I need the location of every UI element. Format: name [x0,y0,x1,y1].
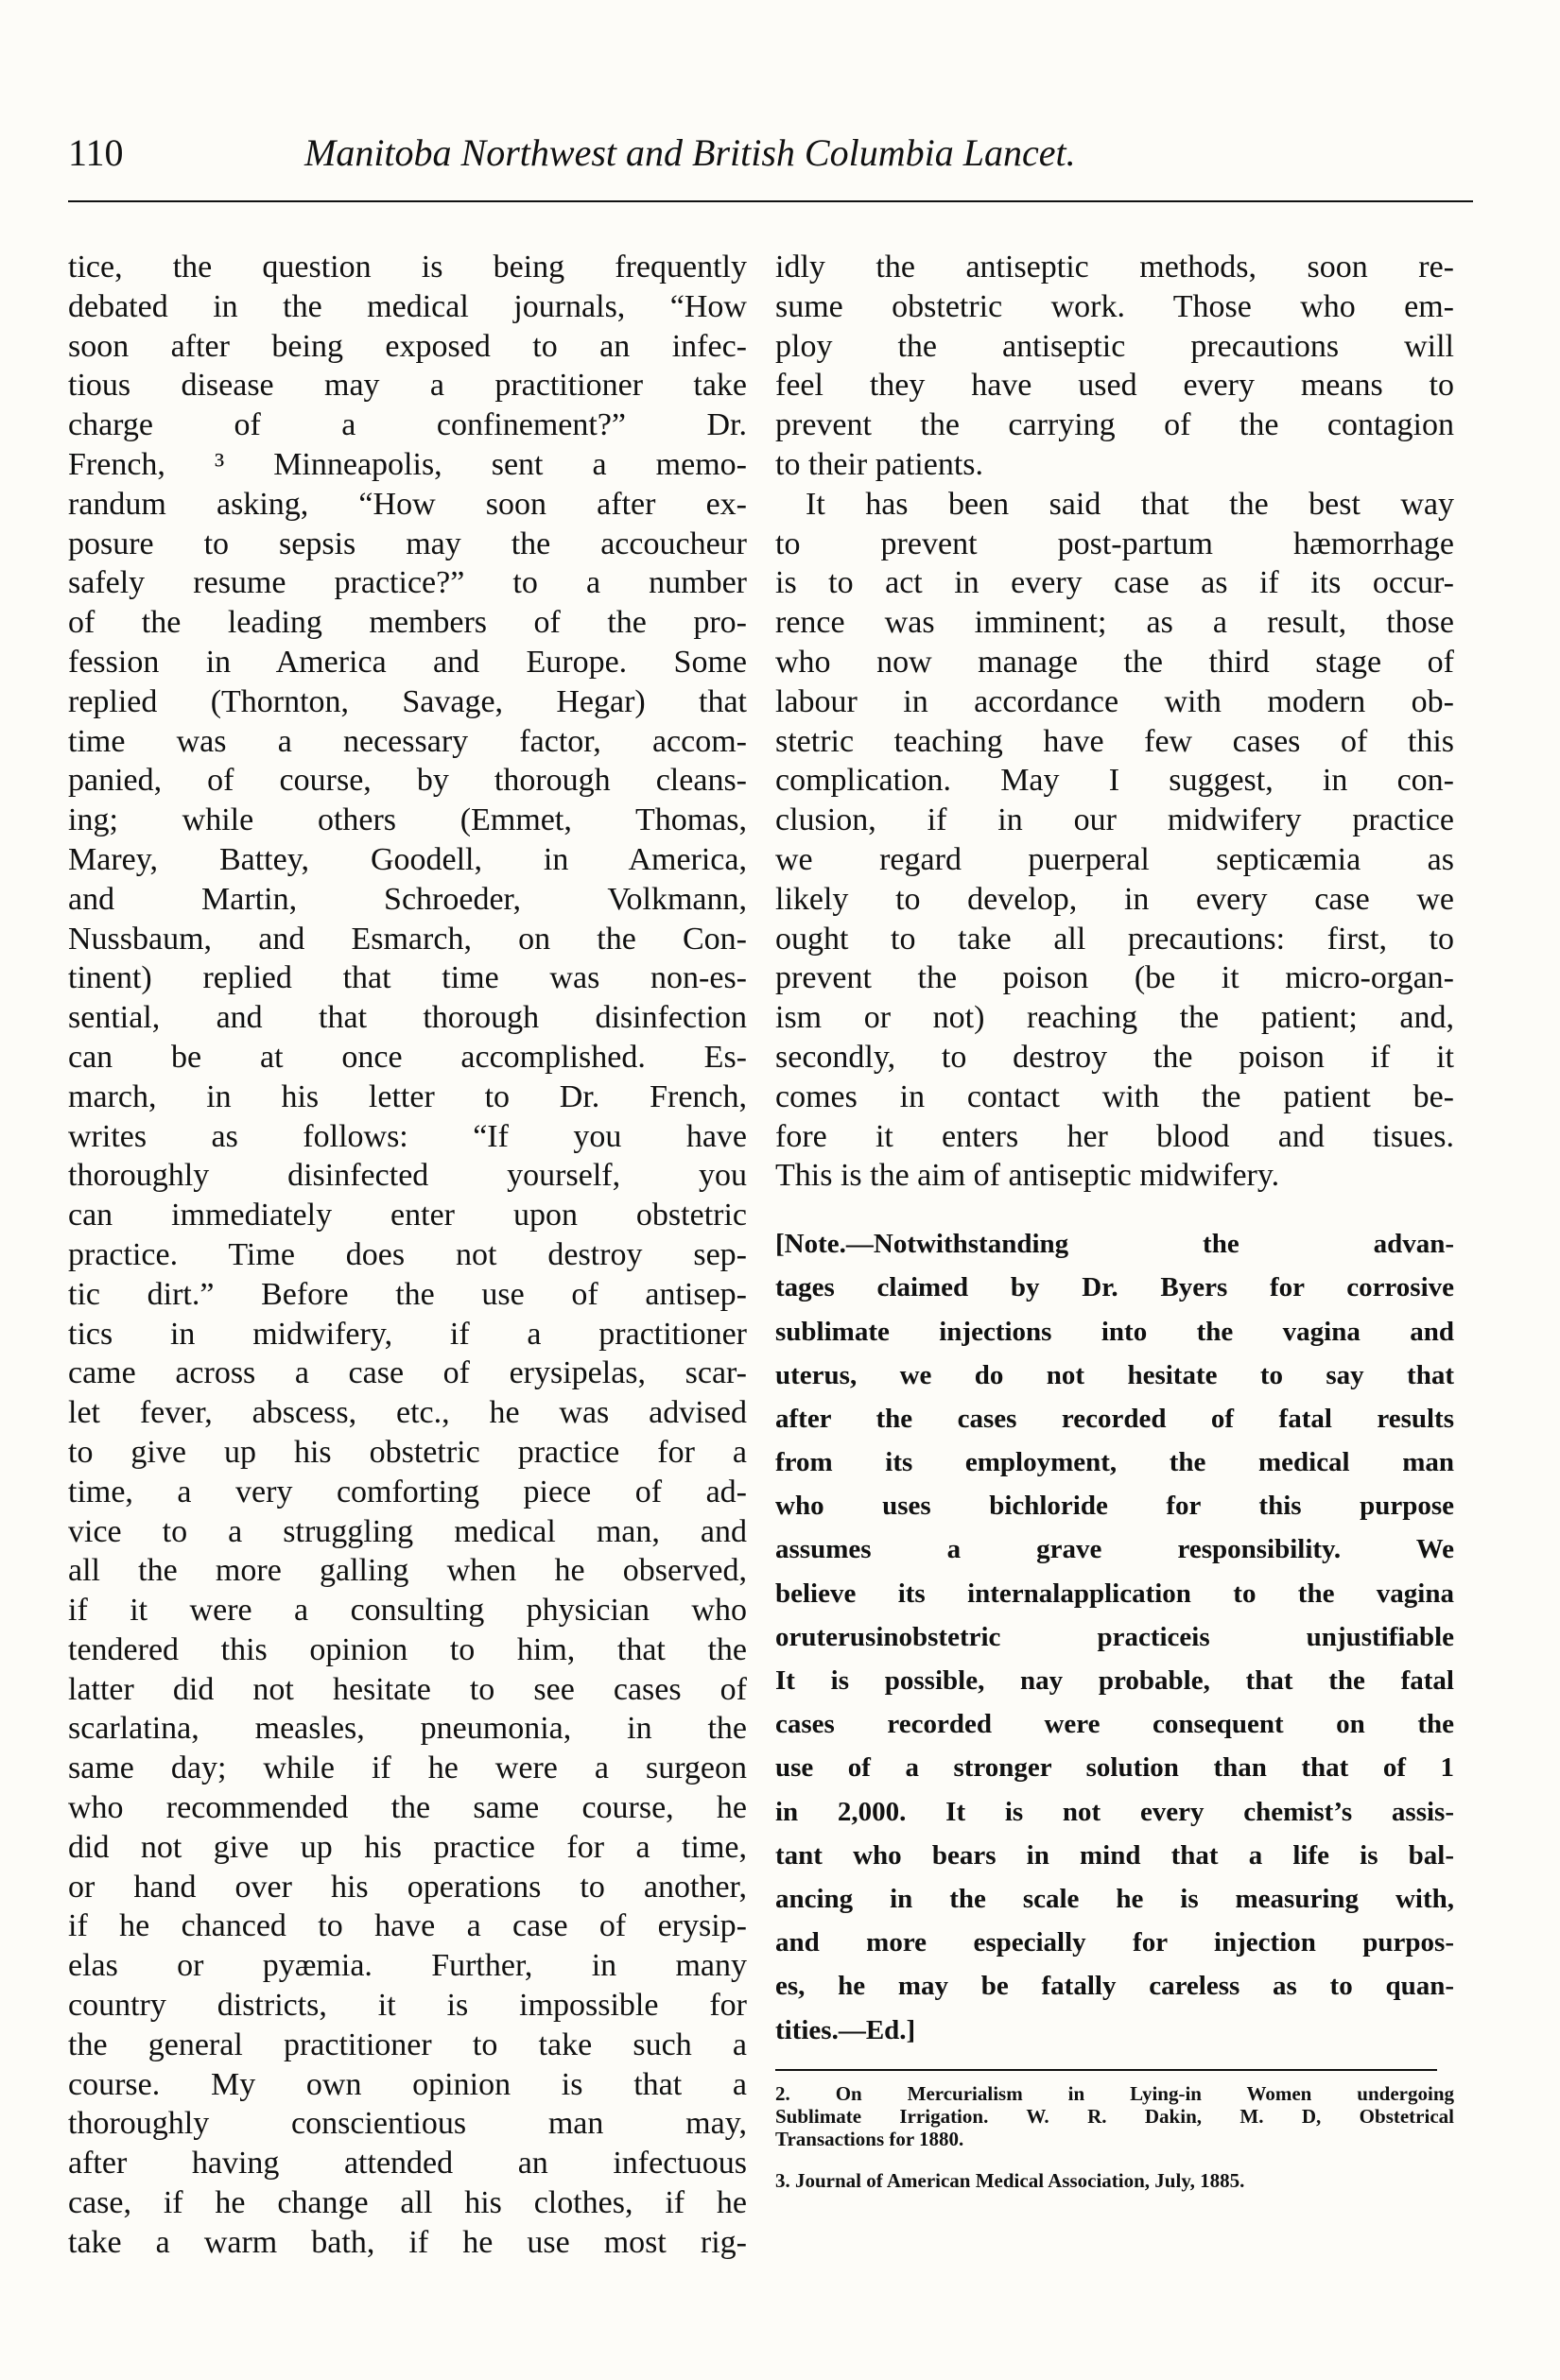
note-line: who uses bichloride for this purpose [775,1491,1454,1522]
text-line: can be at once accomplished. Es- [68,1039,747,1075]
note-line: after the cases recorded of fatal results [775,1403,1454,1434]
text-line: practice. Time does not destroy sep- [68,1236,747,1272]
note-line: uterus, we do not hesitate to say that [775,1359,1454,1390]
text-line: if it were a consulting physician who [68,1593,747,1629]
text-line: ploy the antiseptic precautions will [775,328,1454,364]
running-title: Manitoba Northwest and British Columbia Lancet. [304,131,1076,174]
text-line: after having attended an infectuous [68,2146,747,2182]
note-line: [Note.—Notwithstanding the advan- [775,1229,1454,1260]
text-line: who now manage the third stage of [775,644,1454,680]
text-line: and Martin, Schroeder, Volkmann, [68,881,747,917]
paragraph-continuation [775,248,1454,485]
text-line: did not give up his practice for a time, [68,1829,747,1865]
note-line: It is possible, nay probable, that the fatal [775,1665,1454,1696]
note-line: from its employment, the medical man [775,1447,1454,1478]
footnote-rule [775,2069,1437,2071]
text-line: is to act in every case as if its occur- [775,565,1454,601]
text-line: let fever, abscess, etc., he was advised [68,1395,747,1431]
text-line: panied, of course, by thorough cleans- [68,763,747,799]
text-line: posure to sepsis may the accoucheur [68,526,747,561]
footnote-line: Transactions for 1880. [775,2127,964,2150]
text-line: This is the aim of antiseptic midwifery. [775,1158,1280,1194]
text-line: prevent the carrying of the contagion [775,407,1454,443]
footnote-2 [775,2082,1454,2150]
text-line: came across a case of erysipelas, scar- [68,1355,747,1391]
text-line: to prevent post-partum hæmorrhage [775,526,1454,561]
text-line: prevent the poison (be it micro-organ- [775,960,1454,996]
text-line: ism or not) reaching the patient; and, [775,1000,1454,1036]
text-line: tinent) replied that time was non-es- [68,960,747,996]
note-line: and more especially for injection purpos- [775,1927,1454,1958]
editor-note [775,1222,1454,2052]
text-line: ing; while others (Emmet, Thomas, [68,802,747,838]
footnote-line: 3. Journal of American Medical Association, July, 1885. [775,2168,1245,2192]
note-line: tages claimed by Dr. Byers for corrosive [775,1272,1454,1303]
text-line: if he chanced to have a case of erysip- [68,1908,747,1944]
note-line: believe its internalapplication to the vagina [775,1578,1454,1609]
page-header [68,130,1473,178]
text-line: secondly, to destroy the poison if it [775,1039,1454,1075]
text-line: country districts, it is impossible for [68,1988,747,2024]
text-line: soon after being exposed to an infec- [68,328,747,364]
text-line: sential, and that thorough disinfection [68,1000,747,1036]
footnote-line: 2. On Mercurialism in Lying-in Women undergoing [775,2081,1454,2105]
text-line: latter did not hesitate to see cases of [68,1671,747,1707]
text-line: take a warm bath, if he use most rig- [68,2224,747,2260]
note-line: es, he may be fatally careless as to quan- [775,1971,1454,2002]
text-line: tics in midwifery, if a practitioner [68,1316,747,1352]
text-line: same day; while if he were a surgeon [68,1751,747,1786]
text-line: ought to take all precautions: first, to [775,921,1454,957]
text-line: elas or pyæmia. Further, in many [68,1948,747,1984]
note-line: oruterusinobstetric practiceis unjustifiable [775,1621,1454,1652]
text-line: time was a necessary factor, accom- [68,723,747,759]
note-line: sublimate injections into the vagina and [775,1316,1454,1347]
text-line: charge of a confinement?” Dr. [68,407,747,443]
text-line: sume obstetric work. Those who em- [775,288,1454,324]
text-line: stetric teaching have few cases of this [775,723,1454,759]
text-line: can immediately enter upon obstetric [68,1198,747,1233]
text-line: or hand over his operations to another, [68,1869,747,1905]
text-line: course. My own opinion is that a [68,2066,747,2102]
text-line: comes in contact with the patient be- [775,1078,1454,1114]
text-line: vice to a struggling medical man, and [68,1513,747,1549]
text-line: idly the antiseptic methods, soon re- [775,250,1454,285]
text-line: rence was imminent; as a result, those [775,605,1454,641]
right-column [775,248,1454,2192]
note-line: tant who bears in mind that a life is bal- [775,1839,1454,1871]
text-line: labour in accordance with modern ob- [775,683,1454,719]
text-line: Nussbaum, and Esmarch, on the Con- [68,921,747,957]
text-line: debated in the medical journals, “How [68,288,747,324]
text-line: of the leading members of the pro- [68,605,747,641]
text-line: tious disease may a practitioner take [68,368,747,404]
note-line: use of a stronger solution than that of 1 [775,1752,1454,1784]
note-line: in 2,000. It is not every chemist’s assis- [775,1796,1454,1827]
note-line: tities.—Ed.] [775,2014,916,2045]
text-line: to give up his obstetric practice for a [68,1434,747,1470]
text-line: we regard puerperal septicæmia as [775,841,1454,877]
text-line: It has been said that the best way [806,486,1454,522]
page-number: 110 [68,131,124,174]
text-line: replied (Thornton, Savage, Hegar) that [68,683,747,719]
footnote-line: Sublimate Irrigation. W. R. Dakin, M. D, Obstetrical [775,2104,1454,2128]
text-line: Marey, Battey, Goodell, in America, [68,841,747,877]
text-line: all the more galling when he observed, [68,1553,747,1589]
text-line: tice, the question is being frequently [68,250,747,285]
text-line: tendered this opinion to him, that the [68,1631,747,1667]
text-line: march, in his letter to Dr. French, [68,1078,747,1114]
text-line: writes as follows: “If you have [68,1118,747,1154]
text-line: thoroughly disinfected yourself, you [68,1158,747,1194]
text-line: likely to develop, in every case we [775,881,1454,917]
text-line: feel they have used every means to [775,368,1454,404]
text-line: who recommended the same course, he [68,1790,747,1826]
text-line: thoroughly conscientious man may, [68,2106,747,2142]
note-line: cases recorded were consequent on the [775,1709,1454,1740]
text-line: the general practitioner to take such a [68,2026,747,2062]
note-line: assumes a grave responsibility. We [775,1534,1454,1565]
header-rule [68,200,1473,202]
text-line: complication. May I suggest, in con- [775,763,1454,799]
footnote-3 [775,2169,1454,2192]
paragraph-postpartum [775,485,1454,1196]
text-line: tic dirt.” Before the use of antisep- [68,1276,747,1312]
text-line: case, if he change all his clothes, if he [68,2185,747,2221]
note-line: ancing in the scale he is measuring with, [775,1883,1454,1914]
text-line: French, ³ Minneapolis, sent a memo- [68,446,747,482]
text-line: time, a very comforting piece of ad- [68,1474,747,1509]
text-line: fession in America and Europe. Some [68,644,747,680]
text-line: clusion, if in our midwifery practice [775,802,1454,838]
footnotes [775,2082,1454,2192]
text-line: fore it enters her blood and tisues. [775,1118,1454,1154]
text-line: to their patients. [775,446,984,482]
text-line: randum asking, “How soon after ex- [68,486,747,522]
left-column [68,248,747,2263]
text-line: scarlatina, measles, pneumonia, in the [68,1711,747,1747]
text-line: safely resume practice?” to a number [68,565,747,601]
